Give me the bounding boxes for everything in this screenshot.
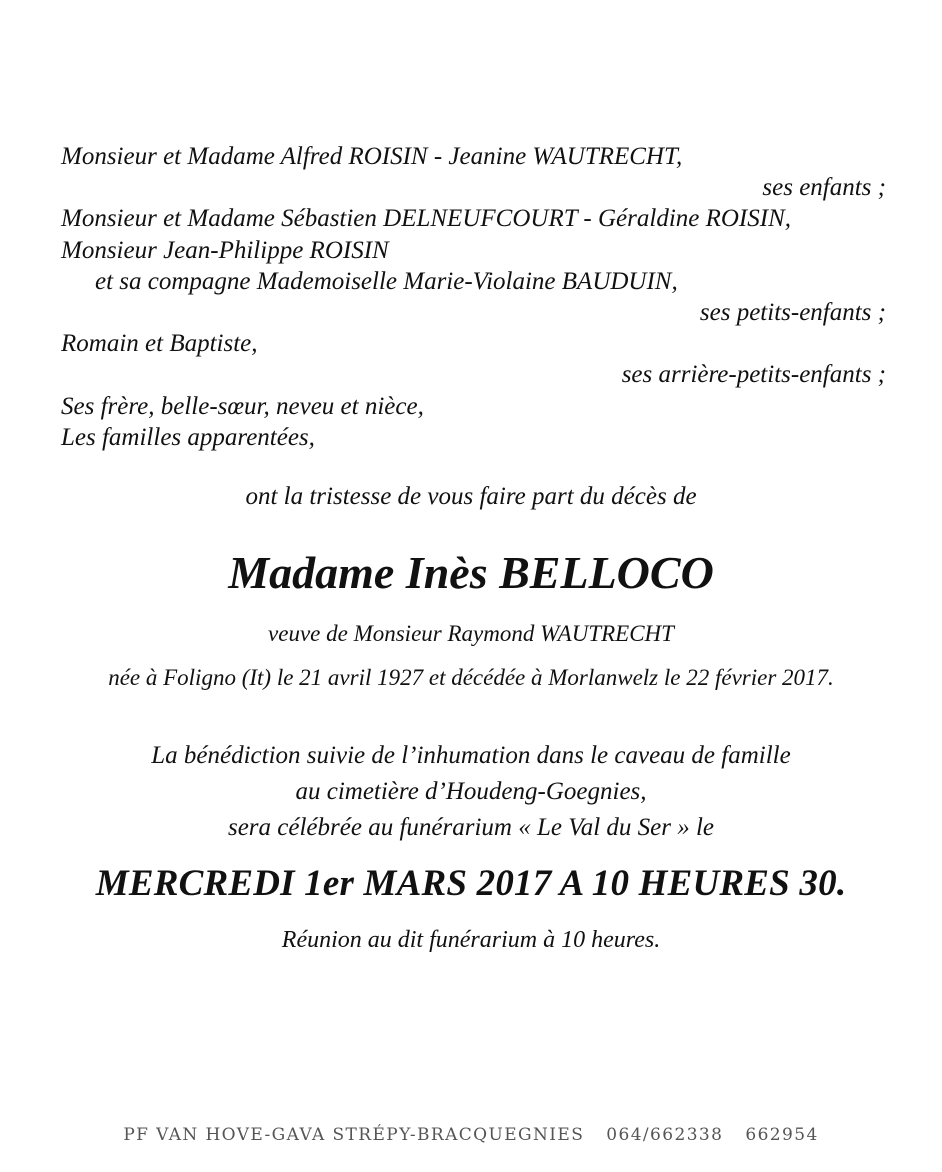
funeral-home-fax: 662954 xyxy=(745,1125,819,1145)
family-line: Monsieur et Madame Alfred ROISIN - Jeanine WAUTRECHT, xyxy=(61,143,683,170)
family-line: Les familles apparentées, xyxy=(61,423,315,451)
funeral-home-phone: 064/662338 xyxy=(606,1125,724,1145)
family-list xyxy=(61,141,886,453)
meeting-note: Réunion au dit funérarium à 10 heures. xyxy=(281,927,661,953)
birth-death-text: née à Foligno (It) le 21 avril 1927 et décédée à Morlanwelz le 22 février 2017. xyxy=(108,665,834,690)
family-line: Monsieur Jean-Philippe ROISIN xyxy=(61,236,389,264)
family-line: ses enfants ; xyxy=(762,174,886,202)
family-line: et sa compagne Mademoiselle Marie-Violaine BAUDUIN, xyxy=(95,267,678,295)
ceremony-date: MERCREDI 1er MARS 2017 A 10 HEURES 30. xyxy=(95,863,847,904)
family-line: Monsieur et Madame Sébastien DELNEUFCOURT - Géraldine ROISIN, xyxy=(61,205,792,233)
family-line: ses petits-enfants ; xyxy=(699,298,886,326)
funeral-home-footer xyxy=(0,1125,942,1145)
ceremony-line: La bénédiction suivie de l’inhumation dans le caveau de famille xyxy=(151,742,791,769)
widow-of-text: veuve de Monsieur Raymond WAUTRECHT xyxy=(268,621,674,646)
family-line: ses arrière-petits-enfants ; xyxy=(621,361,886,389)
ceremony-line: au cimetière d’Houdeng-Goegnies, xyxy=(295,778,647,805)
family-line: Ses frère, belle-sœur, neveu et nièce, xyxy=(61,392,424,420)
deceased-name: Madame Inès BELLOCO xyxy=(228,547,714,598)
family-line: Romain et Baptiste, xyxy=(61,330,258,358)
funeral-home-name: PF VAN HOVE-GAVA STRÉPY-BRACQUEGNIES xyxy=(123,1125,585,1145)
ceremony-text xyxy=(0,738,942,846)
announcement-text: ont la tristesse de vous faire part du décès de xyxy=(245,483,697,510)
ceremony-line: sera célébrée au funérarium « Le Val du Ser » le xyxy=(227,814,715,841)
